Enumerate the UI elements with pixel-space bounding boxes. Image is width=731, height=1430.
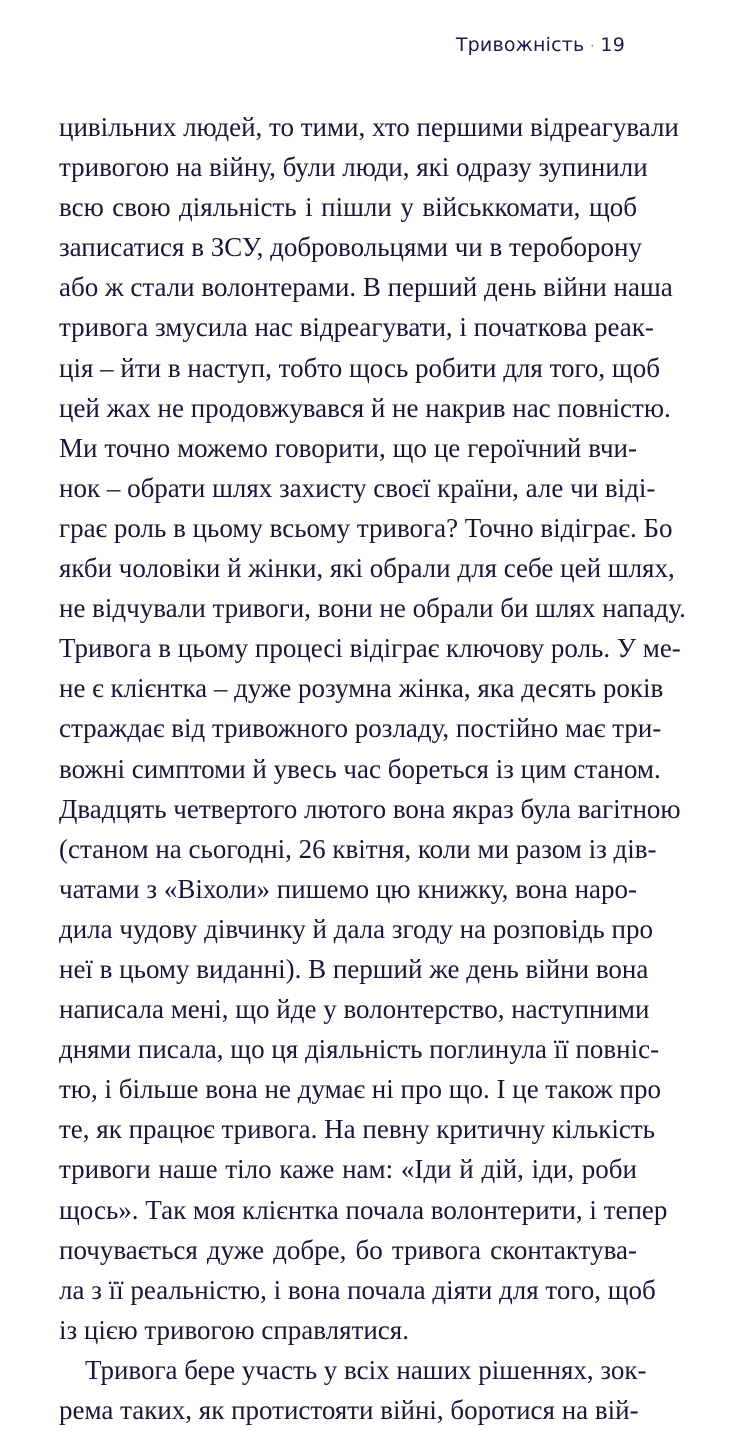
text-line: Ми точно можемо говорити, що це героїчний вчи- (59, 432, 637, 463)
text-line: страждає від тривожного розладу, постійно має три- (59, 713, 662, 744)
text-line: чатами з «Віхоли» пишемо цю книжку, вона наро- (59, 873, 637, 904)
text-line: грає роль в цьому всьому тривога? Точно відіграє. Бо (59, 512, 673, 543)
text-line: написала мені, що йде у волонтерство, наступними (59, 994, 650, 1025)
text-line: днями писала, що ця діяльність поглинула її повніс- (59, 1034, 660, 1065)
text-line: Тривога в цьому процесі відіграє ключову роль. У ме- (59, 633, 681, 664)
text-line: тривога змусила нас відреагувати, і початкова реак- (59, 312, 654, 343)
body-text (59, 107, 686, 1430)
text-line: щось». Так моя клієнтка почала волонтерити, і тепер (59, 1194, 668, 1225)
page-number: 19 (600, 34, 625, 56)
running-header (456, 34, 625, 56)
text-line: Тривога бере участь у всіх наших рішеннях, зок- (85, 1354, 647, 1385)
text-line: (станом на сьогодні, 26 квітня, коли ми разом із дів- (59, 833, 657, 864)
text-line: вожні симптоми й увесь час бореться із цим станом. (59, 753, 661, 784)
text-line: не відчували тривоги, вони не обрали би шлях нападу. (59, 593, 686, 624)
text-line: тю, і більше вона не думає ні про що. І це також про (59, 1074, 661, 1105)
text-line: неї в цьому виданні). В перший же день війни вона (59, 953, 649, 984)
header-separator: · (590, 38, 595, 53)
text-line: ція – йти в наступ, тобто щось робити для того, щоб (59, 352, 660, 383)
text-line: із цією тривогою справлятися. (59, 1314, 409, 1345)
text-line: тривогою на війну, були люди, які одразу зупинили (59, 152, 648, 183)
text-line: почувається дуже добре, бо тривога сконтактува- (59, 1234, 637, 1265)
text-line: не є клієнтка – дуже розумна жінка, яка десять років (59, 673, 664, 704)
text-line: нок – обрати шлях захисту своєї країни, але чи віді- (59, 472, 656, 503)
text-line: або ж стали волонтерами. В перший день війни наша (59, 272, 673, 303)
text-line: всю свою діяльність і пішли у військкомати, щоб (59, 192, 637, 223)
chapter-title: Тривожність (455, 34, 585, 56)
text-line: цей жах не продовжувався й не накрив нас повністю. (59, 392, 671, 423)
paragraph-1 (59, 107, 686, 1350)
text-line: дила чудову дівчинку й дала згоду на розповідь про (59, 913, 653, 944)
text-line: записатися в ЗСУ, добровольцями чи в тероборону (59, 232, 642, 263)
text-line: ла з її реальністю, і вона почала діяти для того, щоб (59, 1274, 656, 1305)
text-line: Двадцять четвертого лютого вона якраз була вагітною (59, 793, 681, 824)
text-line: те, як працює тривога. На певну критичну кількість (59, 1114, 655, 1145)
paragraph-2 (59, 1350, 647, 1430)
text-line: якби чоловіки й жінки, які обрали для себе цей шлях, (59, 553, 675, 584)
text-line: цивільних людей, то тими, хто першими відреагували (59, 112, 679, 142)
text-line: тривоги наше тіло каже нам: «Іди й дій, іди, роби (59, 1154, 637, 1185)
text-line: рема таких, як протистояти війні, боротися на вій- (59, 1395, 639, 1425)
